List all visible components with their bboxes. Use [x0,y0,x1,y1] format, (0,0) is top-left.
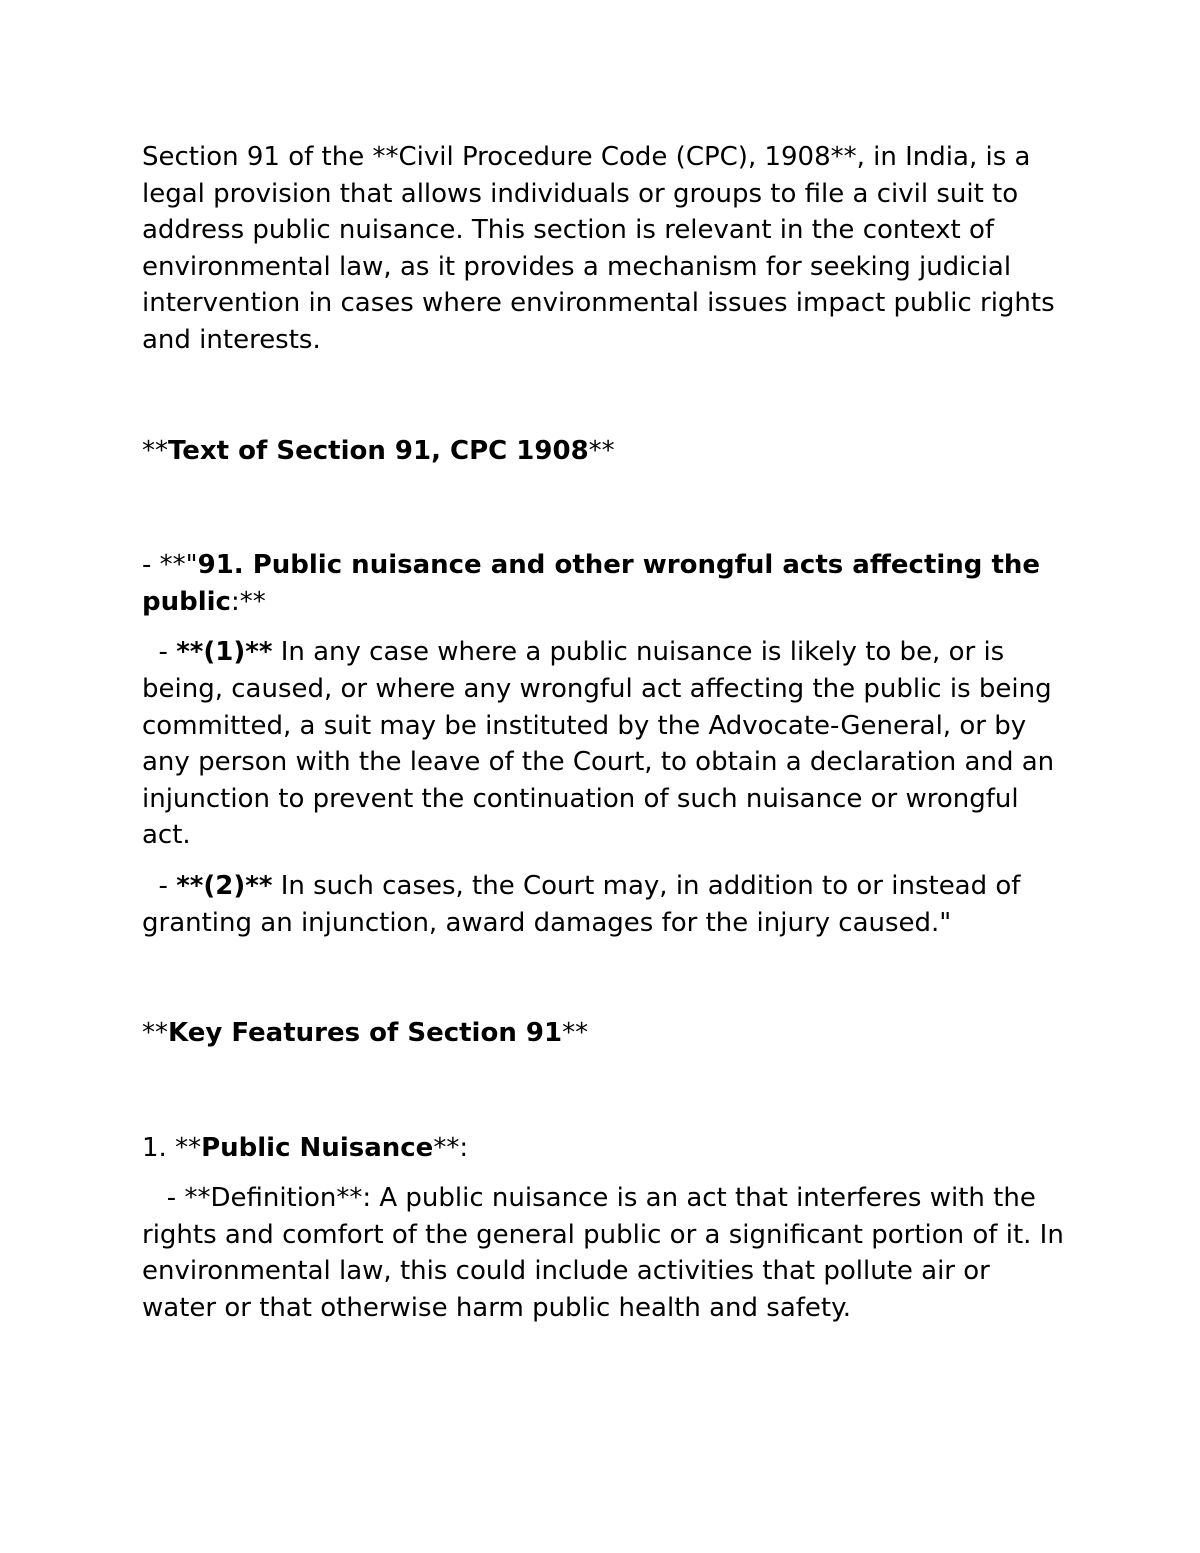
key-features-suffix: ** [562,1018,589,1049]
sub-clause-1-text: In any case where a public nuisance is likely to be, or is being, caused, or where any wrongful act affecting the public is being committed, a suit may be instituted by the Advocate-General, or by any person with the leave of the Court, to obtain a declaration and an injunction to prevent the continuation of such nuisance or wrongful act. [142,637,1063,851]
sub-clause-2-marker: **(2)** [176,870,273,901]
key-features-heading [142,1015,1072,1052]
section-text-heading [142,433,1072,470]
sub-clause-2 [142,868,1072,941]
heading-bold-text: Text of Section 91, CPC 1908 [168,435,589,466]
sub-clause-2-prefix: - [142,870,177,901]
definition-paragraph: - **Definition**: A public nuisance is an act that interferes with the rights and comfort of the general public or a significant portion of it. In environmental law, this could include activities that pollute air or water or that otherwise harm public health and safety. [142,1183,1073,1324]
sub-clause-2-text: In such cases, the Court may, in addition to or instead of granting an injunction, award damages for the injury caused." [142,870,1029,938]
sub-clause-1 [142,634,1072,854]
intro-paragraph: Section 91 of the **Civil Procedure Code (CPC), 1908**, in India, is a legal provision that allows individuals or groups to file a civil suit to address public nuisance. This section is relevant in the context of environmental law, as it provides a mechanism for seeking judicial intervention in cases where environmental issues impact public rights and interests. [142,142,1055,355]
document-page [142,139,1072,1327]
key-features-bold: Key Features of Section 91 [168,1018,563,1049]
clause-title-bold: 91. Public nuisance and other wrongful acts affecting the public [142,550,1041,617]
clause-title-suffix: :** [230,586,266,617]
clause-title [142,547,1072,620]
sub-clause-1-prefix: - [142,637,177,668]
key-features-prefix: ** [142,1018,168,1049]
feature-1-suffix: **: [433,1132,469,1163]
sub-clause-1-marker: **(1)** [176,637,273,668]
heading-suffix: ** [588,435,615,466]
clause-title-prefix: - **" [142,550,198,581]
feature-1-prefix: 1. ** [142,1132,202,1163]
feature-1-title [142,1130,1072,1167]
feature-1-bold: Public Nuisance [201,1132,434,1163]
heading-prefix: ** [142,435,168,466]
